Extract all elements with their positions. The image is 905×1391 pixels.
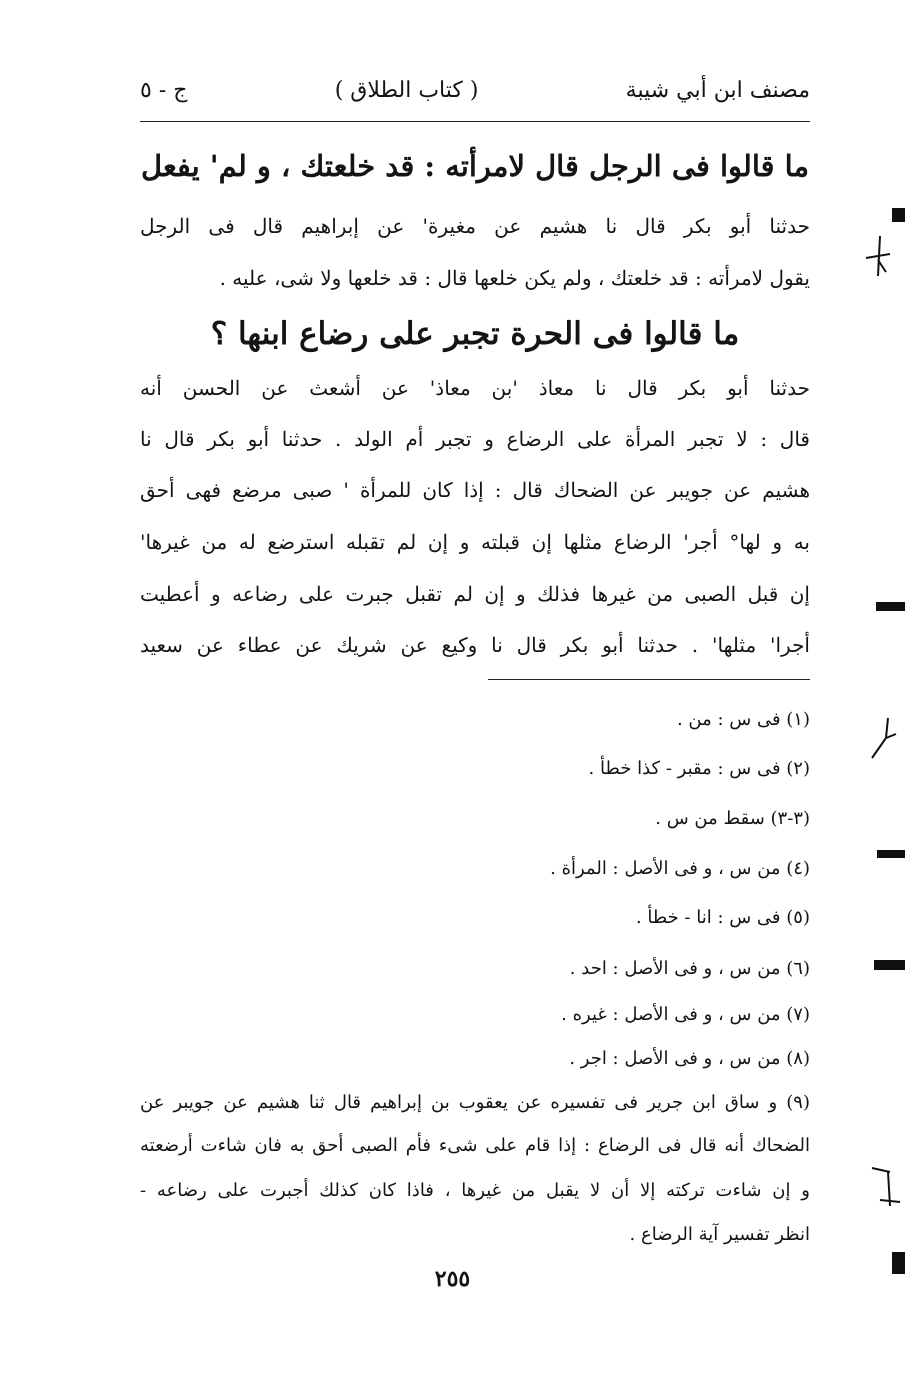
footnote: (٥) فى س : انا - خطأ . <box>635 907 810 928</box>
text-line: يقول لامرأته : قد خلعتك ، ولم يكن خلعها قال : قد خلعها ولا شى، عليه . <box>219 266 810 290</box>
header-rule <box>140 121 810 122</box>
footnote: (٤) من س ، و فى الأصل : المرأة . <box>550 858 810 879</box>
page-number: ٢٥٥ <box>434 1266 471 1292</box>
scan-mark <box>892 208 905 222</box>
binding-mark-icon <box>870 1162 904 1212</box>
footnote-9-line: الضحاك أنه قال فى الرضاع : إذا قام على شىء فأم الصبى أحق به فان شاءت أرضعته <box>140 1135 810 1156</box>
footnote-9-line: انظر تفسير آية الرضاع . <box>629 1224 810 1245</box>
section-heading: ما قالوا فى الرجل قال لامرأته : قد خلعتك ، و لم' يفعل <box>140 149 809 183</box>
text-line: حدثنا أبو بكر قال نا هشيم عن مغيرة' عن إبراهيم قال فى الرجل <box>140 214 810 238</box>
section-title: ( كتاب الطلاق ) <box>334 77 479 103</box>
binding-mark-icon <box>866 714 898 764</box>
scan-mark <box>892 1252 905 1274</box>
text-line: قال : لا تجبر المرأة على الرضاع و تجبر أم الولد . حدثنا أبو بكر قال نا <box>140 427 810 451</box>
footnote: (٣-٣) سقط من س . <box>655 808 810 829</box>
footnote: (٦) من س ، و فى الأصل : احد . <box>569 958 810 979</box>
scan-mark <box>877 850 905 858</box>
footnote-9-line: و إن شاءت تركته إلا أن لا يقبل من غيرها ، فاذا كان كذلك أجبرت على رضاعه - <box>140 1180 810 1201</box>
text-line: أجرا' مثلها' . حدثنا أبو بكر قال نا وكيع عن شريك عن عطاء عن سعيد <box>140 633 810 657</box>
footnote-rule <box>488 679 810 680</box>
footnote: (٧) من س ، و فى الأصل : غيره . <box>561 1004 810 1025</box>
text-line: به و لها° أجر' الرضاع مثلها إن قبلته و إن لم تقبله استرضع له من غيرها' <box>140 530 810 554</box>
footnote: (١) فى س : من . <box>676 709 810 730</box>
text-line: إن قبل الصبى من غيرها فذلك و إن لم تقبل جبرت على رضاعه و أعطيت <box>140 582 810 606</box>
text-line: حدثنا أبو بكر قال نا معاذ 'بن معاذ' عن أشعث عن الحسن أنه <box>140 376 810 400</box>
text-line: هشيم عن جويبر عن الضحاك قال : إذا كان للمرأة ' صبى مرضع فهى أحق <box>140 478 810 502</box>
scan-mark <box>874 960 905 970</box>
book-title: مصنف ابن أبي شيبة <box>625 77 810 103</box>
footnote-9-line: (٩) و ساق ابن جرير فى تفسيره عن يعقوب بن إبراهيم قال ثنا هشيم عن جويبر عن <box>140 1092 810 1113</box>
scan-mark <box>876 602 905 611</box>
running-head <box>140 70 810 110</box>
section-heading: ما قالوا فى الحرة تجبر على رضاع ابنها ؟ <box>210 316 740 352</box>
footnote: (٢) فى س : مقبر - كذا خطأ . <box>588 758 810 779</box>
volume-number: ج - ٥ <box>140 77 188 103</box>
footnote: (٨) من س ، و فى الأصل : اجر . <box>569 1048 810 1069</box>
binding-mark-icon <box>862 232 894 280</box>
